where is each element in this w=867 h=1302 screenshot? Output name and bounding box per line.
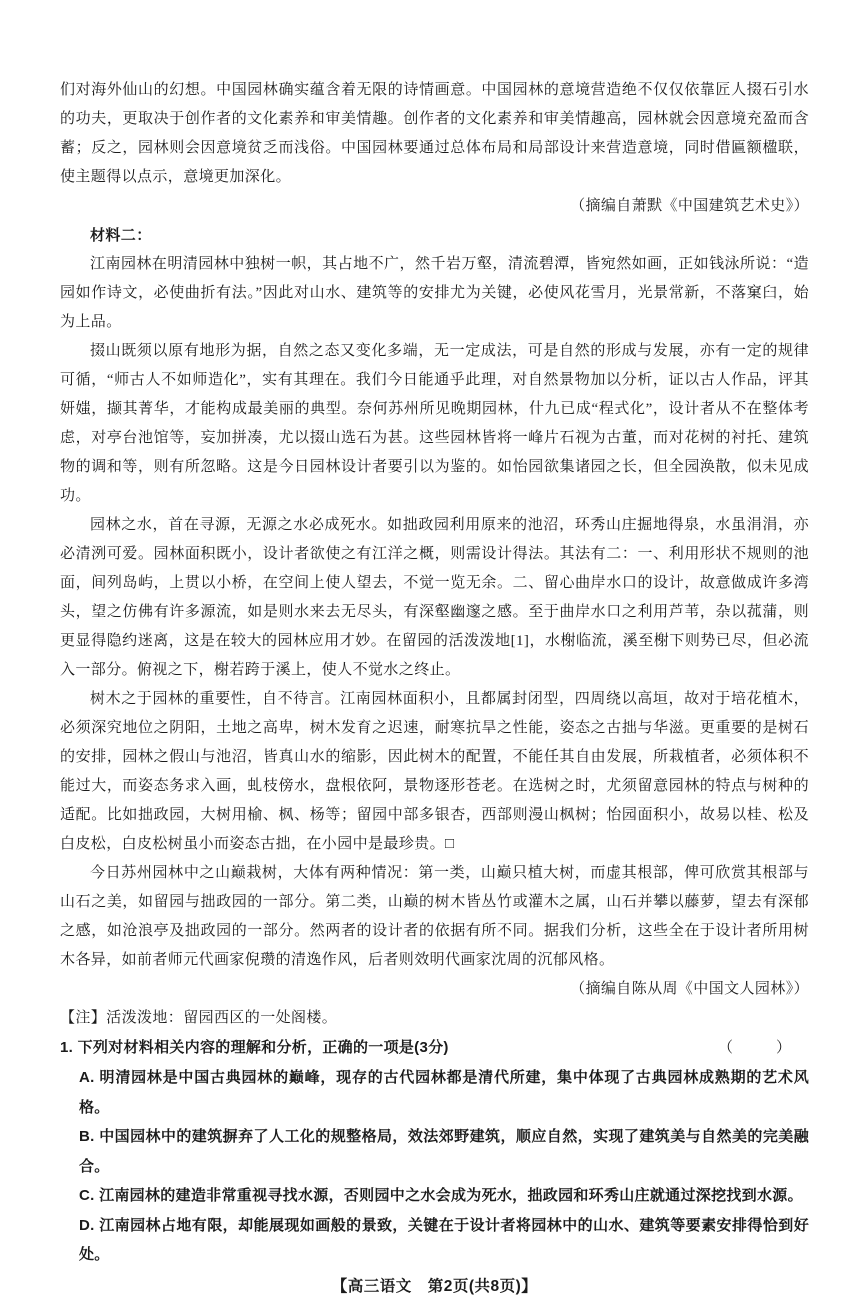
material2-paragraph-5: 今日苏州园林中之山巅栽树，大体有两种情况：第一类，山巅只植大树，而虚其根部，俾可欣赏其根部与山石之美，如留园与拙政园的一部分。第二类，山巅的树木皆丛竹或灌木之属，山石并攀以藤萝，望去有深郁之感，如沧浪亭及拙政园的一部分。然两者的设计者的依据有所不同。据我们分析，这些全在于设计者所用树木各异，如前者师元代画家倪瓒的清逸作风，后者则效明代画家沈周的沉郁风格。 (60, 865, 809, 968)
material2-paragraph-1: 江南园林在明清园林中独树一帜，其占地不广，然千岩万壑，清流碧潭，皆宛然如画，正如钱泳所说：“造园如作诗文，必使曲折有法。”因此对山水、建筑等的安排尤为关键，必使风花雪月，光景常新，不落窠臼，始为上品。 (60, 256, 809, 330)
question-1 (60, 1033, 809, 1063)
material2-paragraph-3: 园林之水，首在寻源，无源之水必成死水。如拙政园利用原来的池沼，环秀山庄掘地得泉，水虽涓涓，亦必清洌可爱。园林面积既小，设计者欲使之有江洋之概，则需设计得法。其法有二：一、利用形状不规则的池面，间列岛屿，上贯以小桥，在空间上使人望去，不觉一览无余。二、留心曲岸水口的设计，故意做成许多湾头，望之仿佛有许多源流，如是则水来去无尽头，有深壑幽邃之感。至于曲岸水口之利用芦苇，杂以菰蒲，则更显得隐约迷离，这是在较大的园林应用才妙。在留园的活泼泼地[1]，水榭临流，溪至榭下则势已尽，但必流入一部分。俯视之下，榭若跨于溪上，使人不觉水之终止。 (60, 517, 809, 678)
question-1-option-b: B. 中国园林中的建筑摒弃了人工化的规整格局，效法郊野建筑，顺应自然，实现了建筑美与自然美的完美融合。 (79, 1128, 809, 1175)
question-1-stem: 1. 下列对材料相关内容的理解和分析，正确的一项是(3分) (60, 1039, 449, 1056)
question-1-option-d: D. 江南园林占地有限，却能展现如画般的景致，关键在于设计者将园林中的山水、建筑等要素安排得恰到好处。 (79, 1216, 809, 1263)
material2-heading: 材料二： (90, 227, 152, 244)
source-citation-material1: （摘编自萧默《中国建筑艺术史》） (570, 198, 809, 214)
question-1-answer-blank: （ ） (717, 1039, 805, 1056)
question-1-option-a: A. 明清园林是中国古典园林的巅峰，现存的古代园林都是清代所建，集中体现了古典园林成熟期的艺术风格。 (79, 1069, 809, 1116)
footnote: 【注】活泼泼地：留园西区的一处阁楼。 (60, 1010, 338, 1026)
material2-paragraph-4: 树木之于园林的重要性，自不待言。江南园林面积小，且都属封闭型，四周绕以高垣，故对于培花植木，必须深究地位之阴阳，土地之高卑，树木发育之迟速，耐寒抗旱之性能，姿态之古拙与华滋。更重要的是树石的安排，园林之假山与池沼，皆真山水的缩影，因此树木的配置，不能任其自由发展，所栽植者，必须体积不能过大，而姿态务求入画，虬枝傍水，盘根依阿，景物逐形苍老。在选树之时，尤须留意园林的特点与树种的适配。比如拙政园，大树用榆、枫、杨等；留园中部多银杏，西部则漫山枫树；怡园面积小，故易以桂、松及白皮松，白皮松树虽小而姿态古拙，在小园中是最珍贵。□ (60, 691, 809, 852)
material2-paragraph-2: 掇山既须以原有地形为据，自然之态又变化多端，无一定成法，可是自然的形成与发展，亦有一定的规律可循，“师古人不如师造化”，实有其理在。我们今日能通乎此理，对自然景物加以分析，证以古人作品，评其妍媸，撷其菁华，才能构成最美丽的典型。奈何苏州所见晚期园林，什九已成“程式化”，设计者从不在整体考虑，对亭台池馆等，妄加拼凑，尤以掇山选石为甚。这些园林皆将一峰片石视为古董，而对花树的衬托、建筑物的调和等，则有所忽略。这是今日园林设计者要引以为鉴的。如怡园欲集诸园之长，但全园涣散，似未见成功。 (60, 343, 809, 504)
paragraph-material1-continuation: 们对海外仙山的幻想。中国园林确实蕴含着无限的诗情画意。中国园林的意境营造绝不仅仅依靠匠人掇石引水的功夫，更取决于创作者的文化素养和审美情趣。创作者的文化素养和审美情趣高，园林就会因意境充盈而含蓄；反之，园林则会因意境贫乏而浅俗。中国园林要通过总体布局和局部设计来营造意境，同时借匾额楹联，使主题得以点示，意境更加深化。 (60, 82, 809, 185)
question-1-option-c: C. 江南园林的建造非常重视寻找水源，否则园中之水会成为死水，拙政园和环秀山庄就通过深挖找到水源。 (79, 1187, 803, 1204)
page-footer: 【高三语文 第2页(共8页)】 (331, 1277, 538, 1295)
source-citation-material2: （摘编自陈从周《中国文人园林》） (570, 981, 809, 997)
